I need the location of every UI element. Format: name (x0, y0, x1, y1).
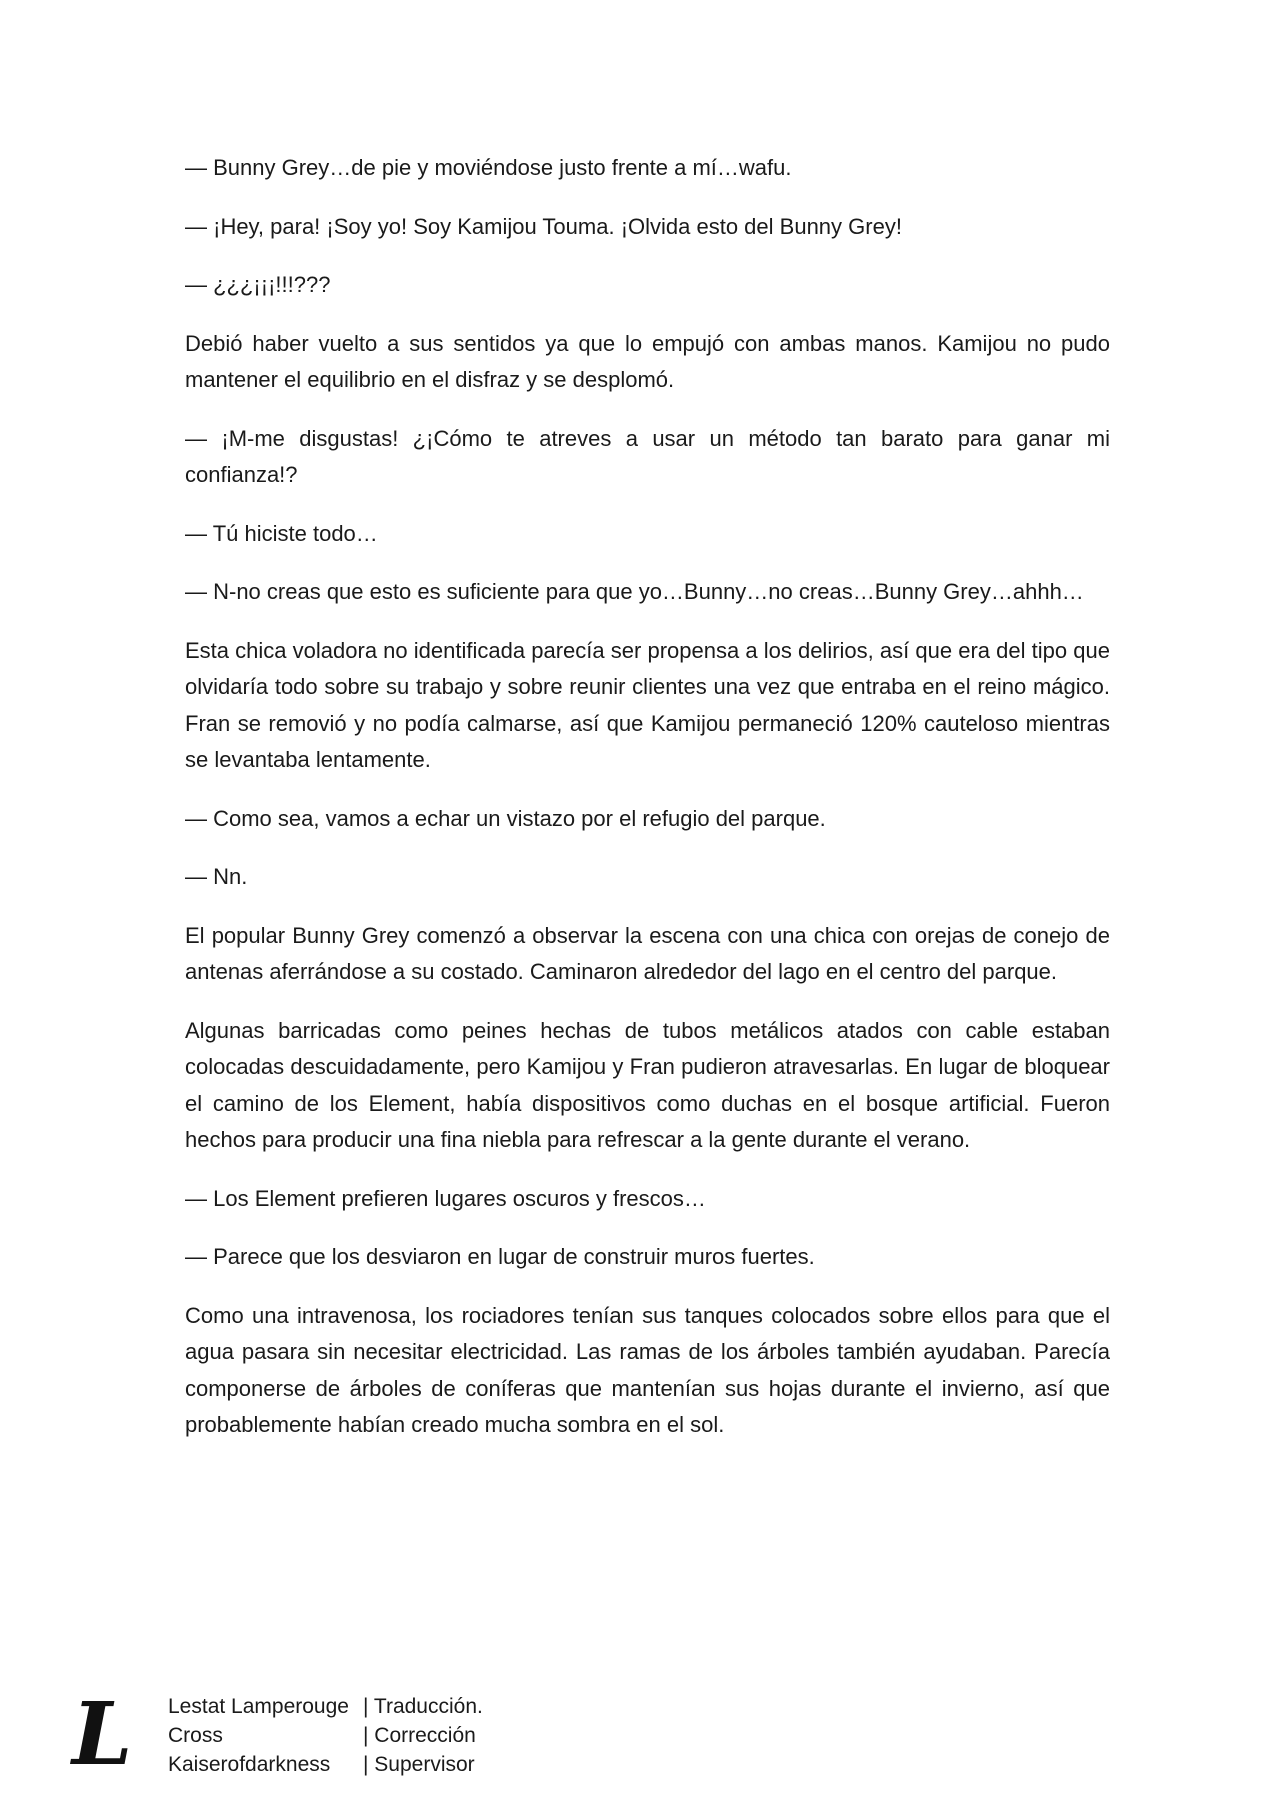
credit-row (168, 1750, 483, 1779)
paragraph: — Nn. (185, 864, 248, 889)
paragraph: — Parece que los desviaron en lugar de construir muros fuertes. (185, 1244, 815, 1269)
credit-name: Kaiserofdarkness (168, 1753, 331, 1776)
paragraph: — ¿¿¿¡¡¡!!!??? (185, 272, 331, 297)
paragraph: El popular Bunny Grey comenzó a observar la escena con una chica con orejas de conejo de antenas aferrándose a su costado. Caminaron alrededor del lago en el centro del parque. (185, 922, 1110, 984)
credits (168, 1692, 483, 1779)
paragraph: — Bunny Grey…de pie y moviéndose justo frente a mí…wafu. (185, 155, 792, 180)
l-logo-icon (68, 1692, 138, 1778)
paragraph: Esta chica voladora no identificada parecía ser propensa a los delirios, así que era del tipo que olvidaría todo sobre su trabajo y sobre reunir clientes una vez que entraba en el reino mágico. Fran se removió y no podía calmarse, así que Kamijou permaneció 120% cauteloso mientras se levantaba lentamente. (185, 637, 1110, 772)
paragraph: — ¡M-me disgustas! ¿¡Cómo te atreves a usar un método tan barato para ganar mi confianza!? (185, 425, 1110, 487)
credit-row (168, 1692, 483, 1721)
paragraph: Como una intravenosa, los rociadores tenían sus tanques colocados sobre ellos para que el agua pasara sin necesitar electricidad. Las ramas de los árboles también ayudaban. Parecía componerse de árboles de coníferas que mantenían sus hojas durante el invierno, así que probablemente habían creado mucha sombra en el sol. (185, 1302, 1110, 1437)
paragraph: — Tú hiciste todo… (185, 520, 378, 546)
paragraph: Algunas barricadas como peines hechas de tubos metálicos atados con cable estaban colocadas descuidadamente, pero Kamijou y Fran pudieron atravesarlas. En lugar de bloquear el camino de los Element, había dispositivos como duchas en el bosque artificial. Fueron hechos para producir una fina niebla para refrescar a la gente durante el verano. (185, 1017, 1110, 1152)
credit-name: Lestat Lamperouge (168, 1695, 349, 1718)
credit-role: | Traducción. (363, 1695, 483, 1718)
paragraph: — Como sea, vamos a echar un vistazo por el refugio del parque. (185, 805, 826, 831)
paragraph: — N-no creas que esto es suficiente para que yo…Bunny…no creas…Bunny Grey…ahhh… (185, 579, 1084, 604)
paragraph: — Los Element prefieren lugares oscuros y frescos… (185, 1185, 706, 1211)
paragraph: Debió haber vuelto a sus sentidos ya que lo empujó con ambas manos. Kamijou no pudo mantener el equilibrio en el disfraz y se desplomó. (185, 330, 1110, 392)
document-body (185, 150, 1110, 1466)
page-footer (68, 1692, 668, 1787)
credit-role: | Supervisor (363, 1753, 475, 1776)
paragraph: — ¡Hey, para! ¡Soy yo! Soy Kamijou Touma. ¡Olvida esto del Bunny Grey! (185, 213, 902, 239)
credit-name: Cross (168, 1724, 223, 1747)
logo-letter: L (72, 1692, 133, 1778)
credit-row (168, 1721, 483, 1750)
credit-role: | Corrección (363, 1724, 476, 1747)
